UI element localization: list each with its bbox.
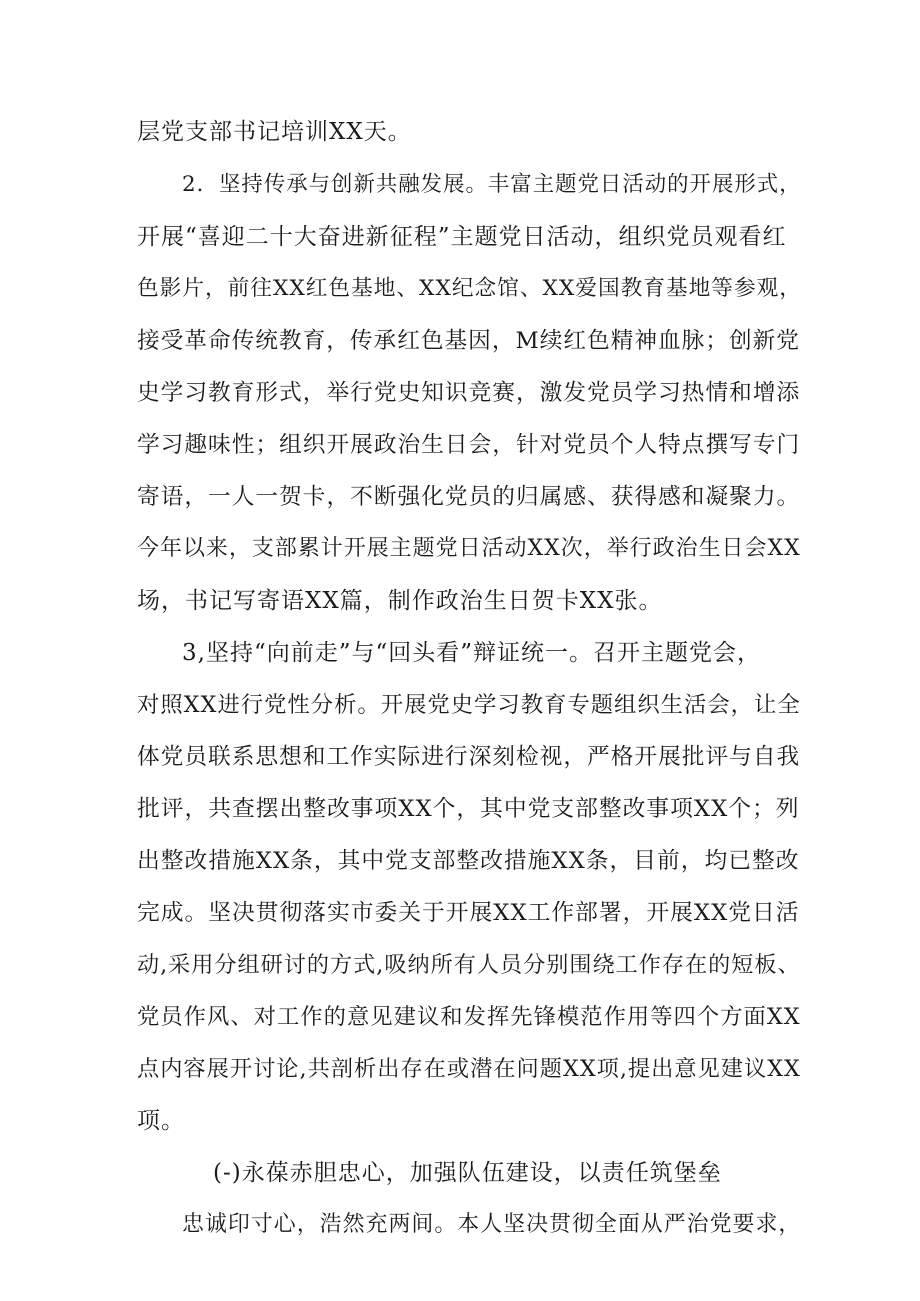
text-line-20: 项。 bbox=[137, 1108, 185, 1134]
text-line-6: 史学习教育形式，举行党史知识竞赛，激发党员学习热情和增添 bbox=[137, 380, 801, 406]
text-line-22: 忠诚印寸心，浩然充两间。本人坚决贯彻全面从严治党要求， bbox=[182, 1212, 802, 1237]
section-heading: (-)永葆赤胆忠心，加强队伍建设，以责任筑堡垒 bbox=[213, 1160, 722, 1186]
text-line-16: 完成。坚决贯彻落实市委关于开展XX工作部署，开展XX党日活 bbox=[137, 900, 800, 926]
text-line-15: 出整改措施XX条，其中党支部整改措施XX条，目前，均已整改 bbox=[137, 848, 800, 874]
text-line-7: 学习趣味性；组织开展政治生日会，针对党员个人特点撰写专门 bbox=[137, 432, 801, 458]
text-line-9: 今年以来，支部累计开展主题党日活动XX次，举行政治生日会XX bbox=[137, 536, 801, 561]
text-line-14: 批评，共查摆出整改事项XX个，其中党支部整改事项XX个；列 bbox=[137, 796, 800, 822]
text-line-12: 对照XX进行党性分析。开展党史学习教育专题组织生活会，让全 bbox=[137, 692, 801, 718]
text-line-18: 党员作风、对工作的意见建议和发挥先锋模范作用等四个方面XX bbox=[137, 1004, 801, 1030]
text-line-17: 动,采用分组研讨的方式,吸纳所有人员分别围绕工作存在的短板、 bbox=[137, 952, 801, 978]
text-line-11: 3,坚持“向前走”与“回头看”辩证统一。召开主题党会， bbox=[182, 640, 761, 666]
text-line-10: 场，书记写寄语XX篇，制作政治生日贺卡XX张。 bbox=[137, 588, 663, 614]
text-line-2: 2．坚持传承与创新共融发展。丰富主题党日活动的开展形式， bbox=[182, 172, 802, 197]
text-line-19: 点内容展开讨论,共剖析出存在或潜在问题XX项,提出意见建议XX bbox=[137, 1056, 801, 1082]
text-line-3: 开展“喜迎二十大奋进新征程”主题党日活动，组织党员观看红 bbox=[137, 224, 787, 250]
text-line-8: 寄语，一人一贺卡，不断强化党员的归属感、获得感和凝聚力。 bbox=[137, 484, 801, 510]
text-line-5: 接受革命传统教育，传承红色基因，M续红色精神血脉；创新党 bbox=[137, 328, 800, 354]
text-line-1: 层党支部书记培训XX天。 bbox=[137, 119, 412, 145]
text-line-4: 色影片，前往XX红色基地、XX纪念馆、XX爱国教育基地等参观， bbox=[137, 276, 802, 301]
text-line-13: 体党员联系思想和工作实际进行深刻检视，严格开展批评与自我 bbox=[137, 744, 801, 770]
